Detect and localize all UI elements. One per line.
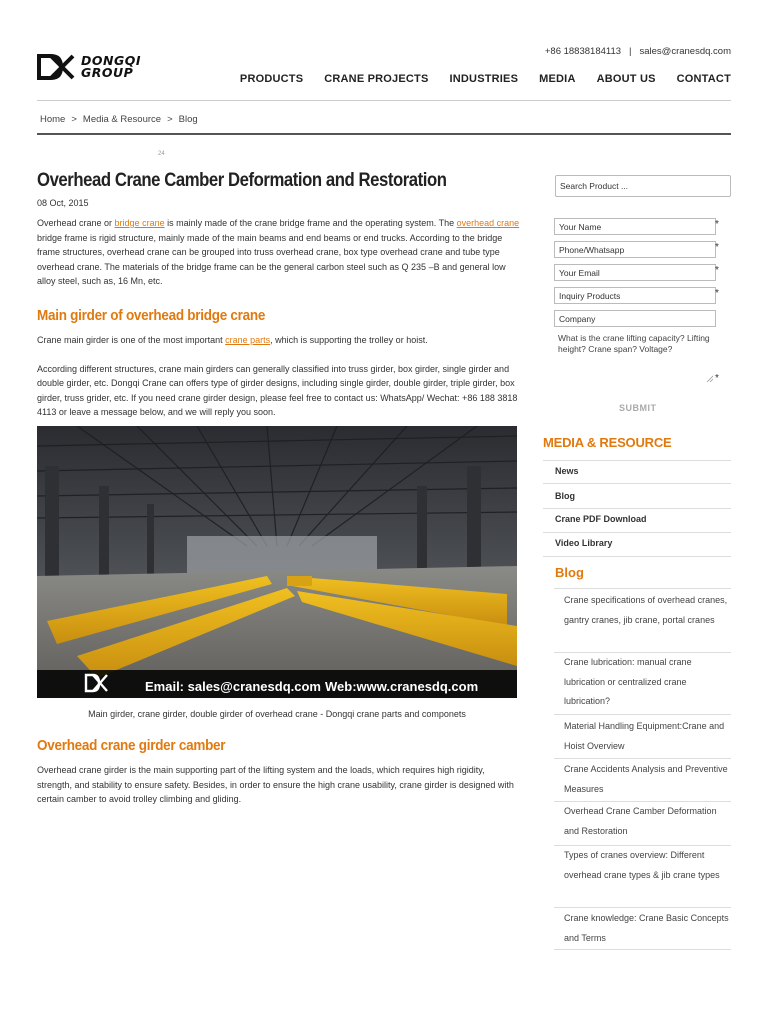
blog-divider bbox=[554, 588, 731, 589]
resize-handle-icon[interactable] bbox=[706, 375, 714, 383]
sidebar-item-video-library[interactable]: Video Library bbox=[555, 538, 613, 548]
blog-item[interactable]: Crane lubrication: manual crane lubrication or centralized crane lubrication? bbox=[564, 657, 692, 706]
breadcrumb-separator: > bbox=[71, 114, 77, 125]
sidebar-divider bbox=[543, 532, 731, 533]
required-marker: * bbox=[715, 288, 719, 299]
girder-text-1: Crane main girder is one of the most important bbox=[37, 334, 226, 345]
main-nav bbox=[219, 73, 731, 85]
nav-about-us[interactable]: ABOUT US bbox=[596, 73, 656, 85]
intro-paragraph bbox=[37, 216, 520, 289]
blog-item[interactable]: Overhead Crane Camber Deformation and Restoration bbox=[564, 806, 717, 836]
dongqi-logo-icon bbox=[37, 54, 75, 80]
phone-field[interactable]: Phone/Whatsapp bbox=[554, 241, 716, 258]
blog-item[interactable]: Crane specifications of overhead cranes, gantry cranes, jib crane, portal cranes bbox=[564, 595, 728, 625]
sidebar-item-news[interactable]: News bbox=[555, 466, 579, 476]
breadcrumb-divider bbox=[37, 133, 731, 135]
intro-text-1: Overhead crane or bbox=[37, 218, 115, 228]
required-marker: * bbox=[715, 373, 719, 384]
contact-bar bbox=[545, 46, 731, 57]
name-field[interactable]: Your Name bbox=[554, 218, 716, 235]
nav-products[interactable]: PRODUCTS bbox=[239, 73, 304, 85]
phone-number[interactable]: +86 18838184113 bbox=[544, 46, 622, 57]
camber-paragraph: Overhead crane girder is the main supporting part of the lifting system and the loads, which requires high rigidity, strength, and stability to ensure safety. Besides, in order to ensure the high crane usability, crane girder is designed with certain camber to avoid trolley climbing and gliding. bbox=[37, 764, 514, 805]
girder-types-paragraph: According different structures, crane main girders can generally classified into truss girder, box girder, single girder and double girder, etc. Dongqi Crane can offers type of girder designs, including single girder, double girder, triple girder, box girder, truss grider, etc. If you need crane girder design, please feel free to contact us: WhatsApp/ Wechat: +86 188 3818 4113 or leave a message below, and we will reply you soon. bbox=[37, 363, 518, 418]
sidebar-divider bbox=[543, 483, 731, 484]
email-link[interactable]: sales@cranesdq.com bbox=[639, 46, 731, 57]
logo[interactable] bbox=[37, 54, 141, 80]
breadcrumb-media[interactable]: Media & Resource bbox=[82, 114, 162, 125]
sidebar-item-blog[interactable]: Blog bbox=[555, 491, 575, 501]
company-field[interactable]: Company bbox=[554, 310, 716, 327]
blog-item[interactable]: Crane knowledge: Crane Basic Concepts and Terms bbox=[564, 913, 729, 943]
header-divider bbox=[37, 100, 731, 101]
media-resource-heading: MEDIA & RESOURCE bbox=[543, 435, 672, 450]
intro-text-2: is mainly made of the crane bridge frame and the operating system. The bbox=[164, 218, 457, 228]
breadcrumb bbox=[40, 114, 198, 125]
nav-industries[interactable]: INDUSTRIES bbox=[449, 73, 519, 85]
image-caption: Main girder, crane girder, double girder of overhead crane - Dongqi crane parts and componets bbox=[88, 708, 466, 719]
breadcrumb-separator: > bbox=[167, 114, 173, 125]
sidebar-divider bbox=[543, 460, 731, 461]
girder-text-2: , which is supporting the trolley or hoist. bbox=[270, 334, 428, 345]
article-title: Overhead Crane Camber Deformation and Restoration bbox=[37, 170, 447, 191]
inquiry-products-field[interactable]: Inquiry Products bbox=[554, 287, 716, 304]
blog-item[interactable]: Material Handling Equipment:Crane and Hoist Overview bbox=[564, 721, 725, 751]
nav-media[interactable]: MEDIA bbox=[539, 73, 576, 85]
message-textarea[interactable]: What is the crane lifting capacity? Lifting height? Crane span? Voltage? bbox=[558, 333, 710, 354]
required-marker: * bbox=[715, 265, 719, 276]
nav-crane-projects[interactable]: CRANE PROJECTS bbox=[324, 73, 429, 85]
sidebar-divider bbox=[543, 556, 731, 557]
email-field[interactable]: Your Email bbox=[554, 264, 716, 281]
sidebar-divider bbox=[543, 508, 731, 509]
breadcrumb-home[interactable]: Home bbox=[40, 114, 66, 125]
overhead-crane-link[interactable]: overhead crane bbox=[456, 218, 520, 228]
nav-contact[interactable]: CONTACT bbox=[676, 73, 731, 85]
logo-line2: GROUP bbox=[81, 65, 134, 80]
breadcrumb-blog[interactable]: Blog bbox=[178, 114, 198, 125]
watermark-web: Web:www.cranesdq.com bbox=[325, 678, 479, 694]
article bbox=[37, 170, 520, 807]
blog-heading: Blog bbox=[555, 565, 584, 580]
intro-text-3: bridge frame is rigid structure, mainly made of the main beams and end beams or end trucks. According to the bridge frame structures, overhead crane can be grouped into truss overhead crane, box type overhead crane and tube type overhead crane. The materials of the bridge frame can be the general carbon steel such as Q 235 –B and general low alloy steel, such as, 16 Mn, etc. bbox=[37, 232, 506, 287]
blog-divider bbox=[554, 714, 731, 715]
contact-separator: | bbox=[629, 46, 632, 57]
blog-divider bbox=[554, 949, 731, 950]
section-heading-camber: Overhead crane girder camber bbox=[37, 736, 226, 754]
view-count: 24 bbox=[158, 151, 165, 157]
logo-text bbox=[81, 55, 141, 79]
factory-photo-illustration bbox=[37, 426, 517, 698]
required-marker: * bbox=[715, 242, 719, 253]
blog-divider bbox=[554, 758, 731, 759]
required-marker: * bbox=[715, 219, 719, 230]
blog-item[interactable]: Crane Accidents Analysis and Preventive Measures bbox=[564, 764, 728, 794]
crane-parts-link[interactable]: crane parts bbox=[225, 334, 271, 345]
crane-girder-image bbox=[37, 426, 517, 698]
bridge-crane-link[interactable]: bridge crane bbox=[114, 218, 165, 228]
section-heading-main-girder: Main girder of overhead bridge crane bbox=[37, 306, 266, 324]
girder-paragraph bbox=[37, 333, 520, 348]
watermark-email: Email: sales@cranesdq.com bbox=[145, 678, 321, 694]
blog-item[interactable]: Types of cranes overview: Different overhead crane types & jib crane types bbox=[564, 850, 720, 880]
submit-button[interactable]: SUBMIT bbox=[619, 403, 657, 413]
logo-line1: DONGQI bbox=[81, 53, 142, 68]
search-input[interactable]: Search Product ... bbox=[555, 175, 731, 197]
blog-divider bbox=[554, 907, 731, 908]
article-date: 08 Oct, 2015 bbox=[37, 198, 89, 208]
sidebar-item-pdf-download[interactable]: Crane PDF Download bbox=[555, 514, 647, 524]
